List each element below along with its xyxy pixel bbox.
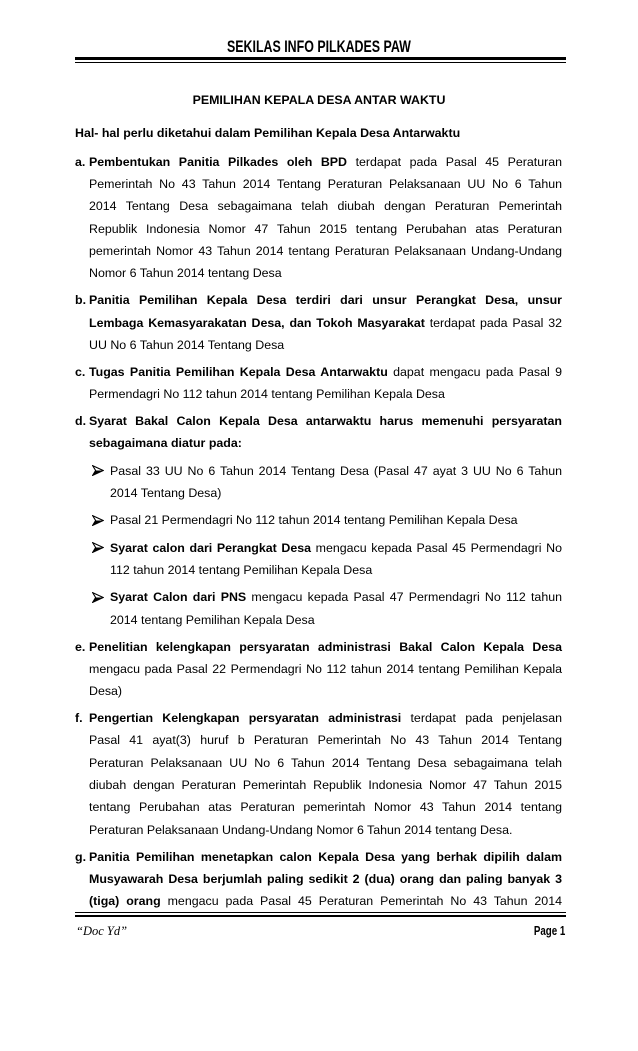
paragraph: [110, 537, 562, 582]
footer-rule-thick: [75, 915, 566, 918]
item-body: [89, 289, 562, 356]
text: tentang Perubahan atas Peraturan pemerintah Nomor 43 Tahun 2014 tentang: [89, 800, 562, 815]
text: Peraturan Pelaksanaan Undang-Undang Nomor 6 Tahun 2014 tentang Desa.: [89, 822, 513, 837]
text: Pasal 21 Permendagri No 112 tahun 2014 tentang Pemilihan Kepala Desa: [110, 513, 518, 528]
text: Desa): [89, 684, 123, 699]
text-line: [89, 680, 562, 702]
bold-text: Panitia Pemilihan Kepala Desa terdiri dari unsur Perangkat Desa, unsur: [89, 293, 562, 308]
arrowhead-right-icon: [92, 592, 104, 603]
item-label: a.: [75, 154, 86, 169]
page-number: Page 1: [533, 924, 565, 938]
text: 112 tahun 2014 tentang Pemilihan Kepala Desa: [110, 562, 373, 577]
text: diubah dengan Peraturan Pemerintah Republik Indonesia Nomor 47 Tahun 2015: [89, 778, 562, 792]
header-title: [0, 36, 638, 58]
text-line: [89, 636, 562, 658]
text: Pasal 41 ayat(3) huruf b Peraturan Pemerintah No 43 Tahun 2014 Tentang: [89, 733, 562, 748]
item-label: e.: [75, 639, 86, 654]
item-body: [89, 410, 562, 631]
text-line: [89, 361, 562, 383]
bullet-item: [89, 509, 562, 531]
bold-text: Syarat Calon dari PNS: [110, 590, 247, 605]
header-title-text: SEKILAS INFO PILKADES PAW: [227, 37, 411, 56]
text-line: [89, 218, 562, 240]
item-label: g.: [75, 849, 87, 864]
item-body: [89, 636, 562, 703]
text-line: [89, 151, 562, 173]
arrowhead-right-icon: [92, 515, 104, 526]
text: pemerintah Nomor 43 Tahun 2014 tentang Peraturan Pelaksanaan Undang-Undang: [89, 244, 562, 259]
header-rule-thick: [75, 57, 566, 60]
text: terdapat pada Pasal 32: [424, 315, 562, 330]
paragraph: [110, 460, 562, 505]
text-line: [89, 819, 562, 841]
text-line: [89, 752, 562, 774]
text: Pasal 33 UU No 6 Tahun 2014 Tentang Desa (Pasal 47 ayat 3 UU No 6 Tahun: [110, 463, 562, 478]
text-line: [89, 658, 562, 680]
text: mengacu kepada Pasal 45 Permendagri No: [311, 540, 562, 555]
bullet-item: [89, 537, 562, 582]
text-line: [110, 460, 562, 482]
arrowhead-right-icon: [92, 465, 104, 476]
footer-doc-label: “Doc Yd”: [76, 924, 128, 938]
text: Republik Indonesia Nomor 47 Tahun 2015 tentang Perubahan atas Peraturan: [89, 221, 562, 236]
text-line: [89, 796, 562, 818]
text-line: [89, 334, 562, 356]
list-item-g: [75, 846, 562, 913]
text: Pemerintah No 43 Tahun 2014 Tentang Peraturan Pelaksanaan UU No 6 Tahun: [89, 177, 562, 192]
text-line: [89, 289, 562, 311]
bold-text: Panitia Pemilihan menetapkan calon Kepala Desa yang berhak dipilih dalam: [89, 849, 562, 864]
arrowhead-right-icon: [92, 542, 104, 553]
text-line: [89, 868, 562, 890]
bullet-item: [89, 460, 562, 505]
header-rule-thin: [75, 62, 566, 63]
paragraph: [89, 361, 562, 406]
text-line: [89, 383, 562, 405]
bold-text: Pengertian Kelengkapan persyaratan administrasi: [89, 711, 402, 726]
text-line: [89, 410, 562, 432]
list-item-a: [75, 151, 562, 285]
text: terdapat pada penjelasan: [401, 711, 562, 726]
text-line: [89, 707, 562, 729]
list-item-b: [75, 289, 562, 356]
paragraph: [89, 151, 562, 285]
paragraph: [89, 410, 562, 455]
text-line: [89, 432, 562, 454]
bold-text: Syarat calon dari Perangkat Desa: [110, 540, 312, 555]
text-line: [110, 609, 562, 631]
bold-text: Lembaga Kemasyarakatan Desa, dan Tokoh Masyarakat: [89, 315, 425, 330]
bold-text: Tugas Panitia Pemilihan Kepala Desa Antarwaktu: [89, 364, 388, 379]
text-line: [110, 509, 562, 531]
text-line: [89, 262, 562, 284]
bold-text: Penelitian kelengkapan persyaratan administrasi Bakal Calon Kepala Desa: [89, 639, 562, 654]
text-line: [110, 537, 562, 559]
bullet-item: [89, 586, 562, 631]
text: mengacu kepada Pasal 47 Permendagri No 112 tahun: [246, 590, 562, 605]
item-body: [89, 151, 562, 285]
paragraph: [110, 586, 562, 631]
text: 2014 Tentang Desa sebagaimana telah diubah dengan Peraturan Pemerintah: [89, 199, 562, 214]
item-body: [89, 707, 562, 841]
list-item-c: [75, 361, 562, 406]
text-line: [89, 195, 562, 217]
intro-heading: Hal- hal perlu diketahui dalam Pemilihan Kepala Desa Antarwaktu: [75, 126, 461, 140]
text: mengacu pada Pasal 45 Peraturan Pemerintah No 43 Tahun 2014: [160, 894, 562, 909]
item-label: b.: [75, 293, 87, 308]
text: Permendagri No 112 tahun 2014 tentang Pemilihan Kepala Desa: [89, 387, 445, 402]
bold-text: Pembentukan Panitia Pilkades oleh BPD: [89, 154, 348, 169]
bold-text: sebagaimana diatur pada:: [89, 436, 242, 451]
text-line: [110, 586, 562, 608]
footer-rule-thin: [75, 912, 566, 913]
text-line: [89, 774, 562, 796]
list-item-f: [75, 707, 562, 841]
text: dapat mengacu pada Pasal 9: [387, 364, 562, 379]
paragraph: [89, 636, 562, 703]
text: Nomor 6 Tahun 2014 tentang Desa: [89, 266, 282, 281]
bullet-list: [89, 460, 562, 631]
paragraph: [89, 846, 562, 913]
item-body: [89, 846, 562, 913]
text: terdapat pada Pasal 45 Peraturan: [347, 154, 563, 169]
bold-text: Syarat Bakal Calon Kepala Desa antarwaktu harus memenuhi persyaratan: [89, 414, 562, 429]
paragraph: [89, 707, 562, 841]
bold-text: (tiga) orang: [89, 894, 161, 909]
text-line: [89, 312, 562, 334]
text: mengacu pada Pasal 22 Permendagri No 112 tahun 2014 tentang Pemilihan Kepala: [89, 661, 562, 676]
text-line: [110, 482, 562, 504]
text-line: [89, 173, 562, 195]
item-list: [75, 151, 562, 913]
text-line: [89, 846, 562, 868]
list-item-d: [75, 410, 562, 631]
item-body: [89, 361, 562, 406]
bold-text: Musyawarah Desa berjumlah paling sedikit 2 (dua) orang dan paling banyak 3: [89, 871, 562, 886]
paragraph: [89, 289, 562, 356]
paragraph: [110, 509, 562, 531]
item-label: c.: [75, 364, 86, 379]
text: 2014 tentang Pemilihan Kepala Desa: [110, 612, 315, 627]
item-label: f.: [75, 711, 83, 726]
item-label: d.: [75, 414, 87, 429]
document-title: PEMILIHAN KEPALA DESA ANTAR WAKTU: [192, 93, 446, 107]
text-line: [89, 729, 562, 751]
text-line: [110, 559, 562, 581]
text-line: [89, 240, 562, 262]
text-line: [89, 890, 562, 912]
text: Peraturan Pelaksanaan UU No 6 Tahun 2014 Tentang Desa sebagaimana telah: [89, 755, 562, 770]
text: 2014 Tentang Desa): [110, 486, 222, 501]
text: UU No 6 Tahun 2014 Tentang Desa: [89, 337, 285, 352]
list-item-e: [75, 636, 562, 703]
